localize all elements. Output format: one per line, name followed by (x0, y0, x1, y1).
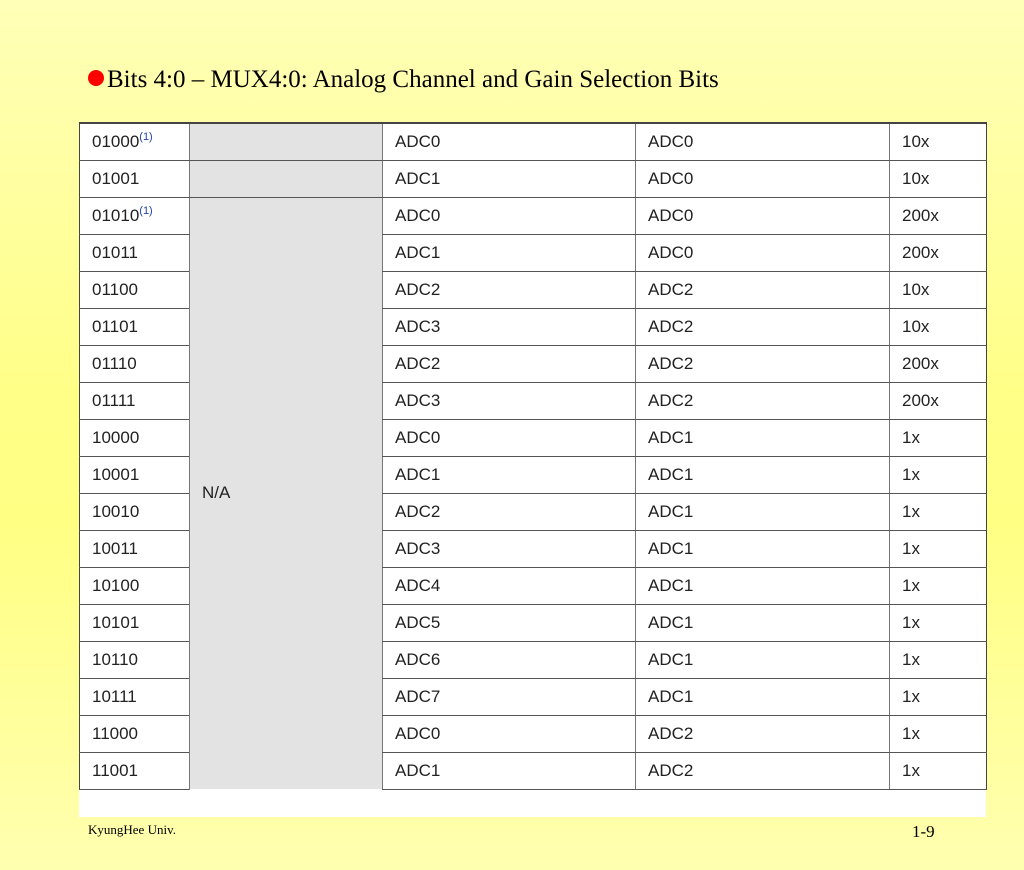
positive-input-cell: ADC0 (383, 419, 636, 456)
gain-cell: 10x (890, 308, 987, 345)
mux-table-body (80, 123, 987, 789)
gain-cell: 1x (890, 678, 987, 715)
positive-input-cell: ADC6 (383, 641, 636, 678)
gain-cell: 10x (890, 160, 987, 197)
positive-input-cell: ADC1 (383, 234, 636, 271)
gain-cell: 10x (890, 123, 987, 160)
mux-code: 10111 (92, 686, 137, 706)
table-row (80, 197, 987, 234)
mux-code-cell (80, 604, 190, 641)
negative-input-cell: ADC1 (636, 456, 890, 493)
negative-input-cell: ADC2 (636, 308, 890, 345)
positive-input-cell: ADC3 (383, 530, 636, 567)
mux-code-cell (80, 197, 190, 234)
mux-code-cell (80, 345, 190, 382)
table-row (80, 160, 987, 197)
mux-code: 11000 (92, 723, 139, 743)
bullet-icon (88, 70, 104, 86)
positive-input-cell: ADC0 (383, 197, 636, 234)
positive-input-cell: ADC3 (383, 382, 636, 419)
mux-code-cell (80, 271, 190, 308)
positive-input-cell: ADC2 (383, 493, 636, 530)
mux-code: 10101 (92, 612, 140, 632)
mux-code: 01000 (92, 132, 140, 152)
positive-input-cell: ADC1 (383, 752, 636, 789)
negative-input-cell: ADC0 (636, 123, 890, 160)
gain-cell: 1x (890, 641, 987, 678)
negative-input-cell: ADC1 (636, 530, 890, 567)
mux-code: 10011 (92, 538, 139, 558)
single-ended-cell (190, 160, 383, 197)
gain-cell: 1x (890, 493, 987, 530)
negative-input-cell: ADC0 (636, 234, 890, 271)
mux-code: 10100 (92, 575, 140, 595)
mux-code: 10010 (92, 501, 140, 521)
mux-code-cell (80, 530, 190, 567)
gain-cell: 10x (890, 271, 987, 308)
negative-input-cell: ADC1 (636, 641, 890, 678)
single-ended-na-cell: N/A (190, 197, 383, 789)
table-row (80, 123, 987, 160)
mux-code: 01111 (92, 390, 136, 410)
mux-code-cell (80, 123, 190, 160)
gain-cell: 200x (890, 197, 987, 234)
negative-input-cell: ADC1 (636, 678, 890, 715)
gain-cell: 1x (890, 567, 987, 604)
negative-input-cell: ADC1 (636, 567, 890, 604)
mux-code-cell (80, 641, 190, 678)
mux-code-cell (80, 160, 190, 197)
footer-page-number: 1-9 (912, 822, 935, 841)
mux-code-cell (80, 382, 190, 419)
negative-input-cell: ADC0 (636, 197, 890, 234)
mux-code-cell (80, 715, 190, 752)
positive-input-cell: ADC3 (383, 308, 636, 345)
mux-code-cell (80, 456, 190, 493)
negative-input-cell: ADC2 (636, 345, 890, 382)
positive-input-cell: ADC1 (383, 160, 636, 197)
negative-input-cell: ADC1 (636, 604, 890, 641)
gain-cell: 1x (890, 456, 987, 493)
gain-cell: 200x (890, 234, 987, 271)
negative-input-cell: ADC2 (636, 271, 890, 308)
gain-cell: 1x (890, 715, 987, 752)
gain-cell: 1x (890, 752, 987, 789)
positive-input-cell: ADC4 (383, 567, 636, 604)
positive-input-cell: ADC1 (383, 456, 636, 493)
negative-input-cell: ADC1 (636, 493, 890, 530)
mux-code: 01011 (92, 242, 139, 262)
footer-institution: KyungHee Univ. (88, 822, 176, 837)
positive-input-cell: ADC2 (383, 345, 636, 382)
negative-input-cell: ADC2 (636, 382, 890, 419)
gain-cell: 1x (890, 530, 987, 567)
mux-code: 10110 (92, 649, 139, 669)
positive-input-cell: ADC0 (383, 715, 636, 752)
mux-code-cell (80, 678, 190, 715)
positive-input-cell: ADC0 (383, 123, 636, 160)
mux-table-container (79, 122, 986, 817)
gain-cell: 1x (890, 604, 987, 641)
mux-code: 10000 (92, 427, 140, 447)
footnote-ref: (1) (139, 131, 153, 144)
mux-code-cell (80, 234, 190, 271)
mux-code: 01101 (92, 316, 139, 336)
positive-input-cell: ADC5 (383, 604, 636, 641)
mux-table (79, 122, 987, 790)
gain-cell: 200x (890, 382, 987, 419)
mux-code: 01010 (92, 206, 140, 225)
gain-cell: 200x (890, 345, 987, 382)
mux-code: 01100 (92, 279, 139, 299)
mux-code: 10001 (92, 464, 140, 484)
positive-input-cell: ADC7 (383, 678, 636, 715)
mux-code-cell (80, 308, 190, 345)
mux-code: 01110 (92, 353, 137, 373)
mux-code: 01001 (92, 168, 140, 188)
positive-input-cell: ADC2 (383, 271, 636, 308)
gain-cell: 1x (890, 419, 987, 456)
footnote-ref: (1) (139, 205, 153, 217)
negative-input-cell: ADC1 (636, 419, 890, 456)
negative-input-cell: ADC0 (636, 160, 890, 197)
mux-code-cell (80, 752, 190, 789)
slide-title (88, 66, 719, 94)
negative-input-cell: ADC2 (636, 715, 890, 752)
negative-input-cell: ADC2 (636, 752, 890, 789)
mux-code-cell (80, 567, 190, 604)
mux-code-cell (80, 493, 190, 530)
single-ended-cell (190, 123, 383, 160)
mux-code: 11001 (92, 760, 139, 780)
slide-title-text: Bits 4:0 – MUX4:0: Analog Channel and Gain Selection Bits (107, 66, 719, 93)
mux-code-cell (80, 419, 190, 456)
